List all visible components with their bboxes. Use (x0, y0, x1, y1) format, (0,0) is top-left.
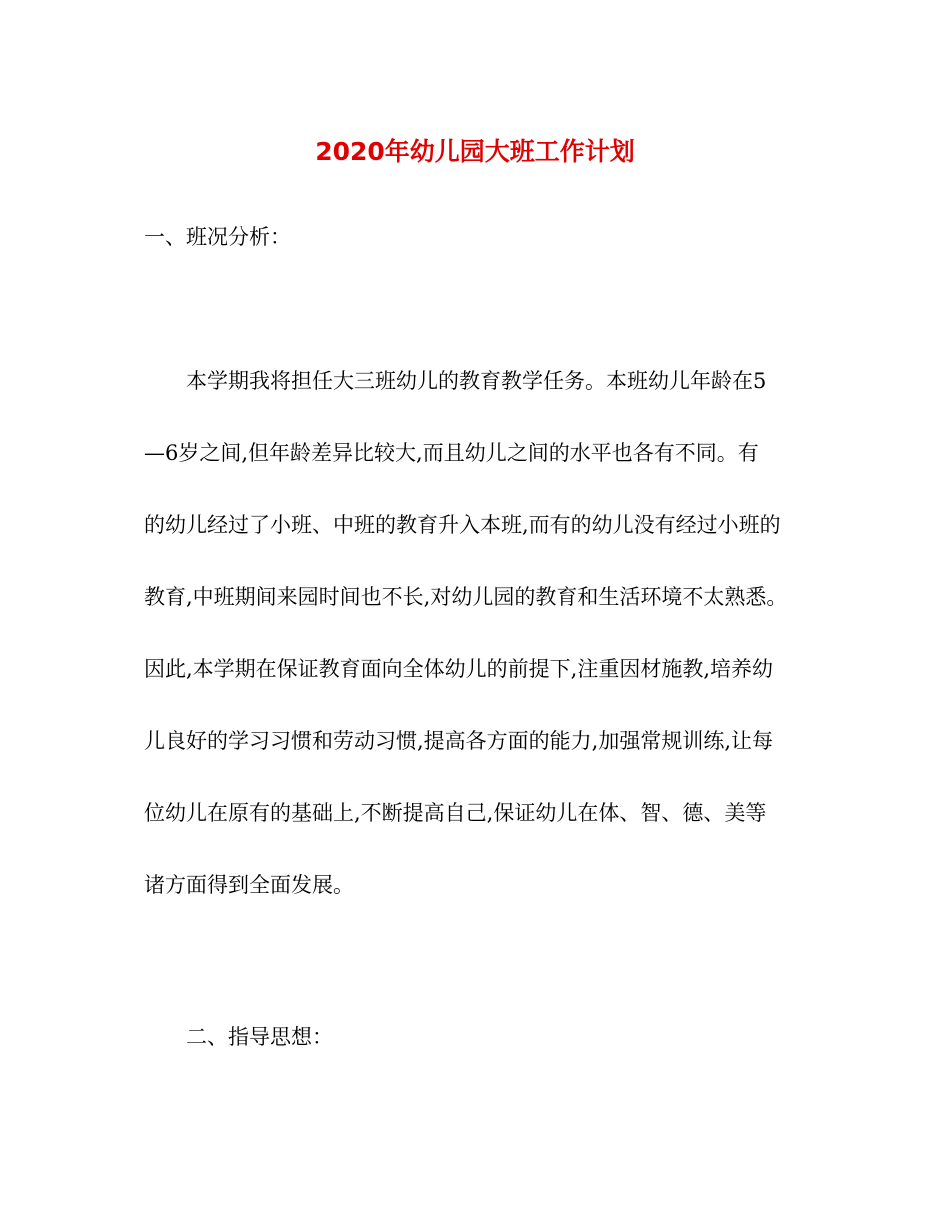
document-title: 2020年幼儿园大班工作计划 (315, 137, 635, 166)
section-heading-class-analysis: 一、班况分析： (144, 225, 291, 249)
paragraph-line: 儿良好的学习习惯和劳动习惯,提高各方面的能力,加强常规训练,让每 (144, 729, 774, 753)
paragraph-line: 的幼儿经过了小班、中班的教育升入本班,而有的幼儿没有经过小班的 (144, 513, 781, 537)
paragraph-line: 本学期我将担任大三班幼儿的教育教学任务。本班幼儿年龄在5 (186, 369, 767, 393)
paragraph-line: —6岁之间,但年龄差异比较大,而且幼儿之间的水平也各有不同。有 (144, 441, 759, 465)
paragraph-line: 教育,中班期间来园时间也不长,对幼儿园的教育和生活环境不太熟悉。 (144, 585, 788, 609)
paragraph-line: 因此,本学期在保证教育面向全体幼儿的前提下,注重因材施教,培养幼 (144, 657, 774, 681)
paragraph-line: 诸方面得到全面发展。 (144, 873, 354, 897)
paragraph-line: 位幼儿在原有的基础上,不断提高自己,保证幼儿在体、智、德、美等 (144, 801, 767, 825)
section-heading-guiding-ideology: 二、指导思想： (186, 1025, 333, 1049)
